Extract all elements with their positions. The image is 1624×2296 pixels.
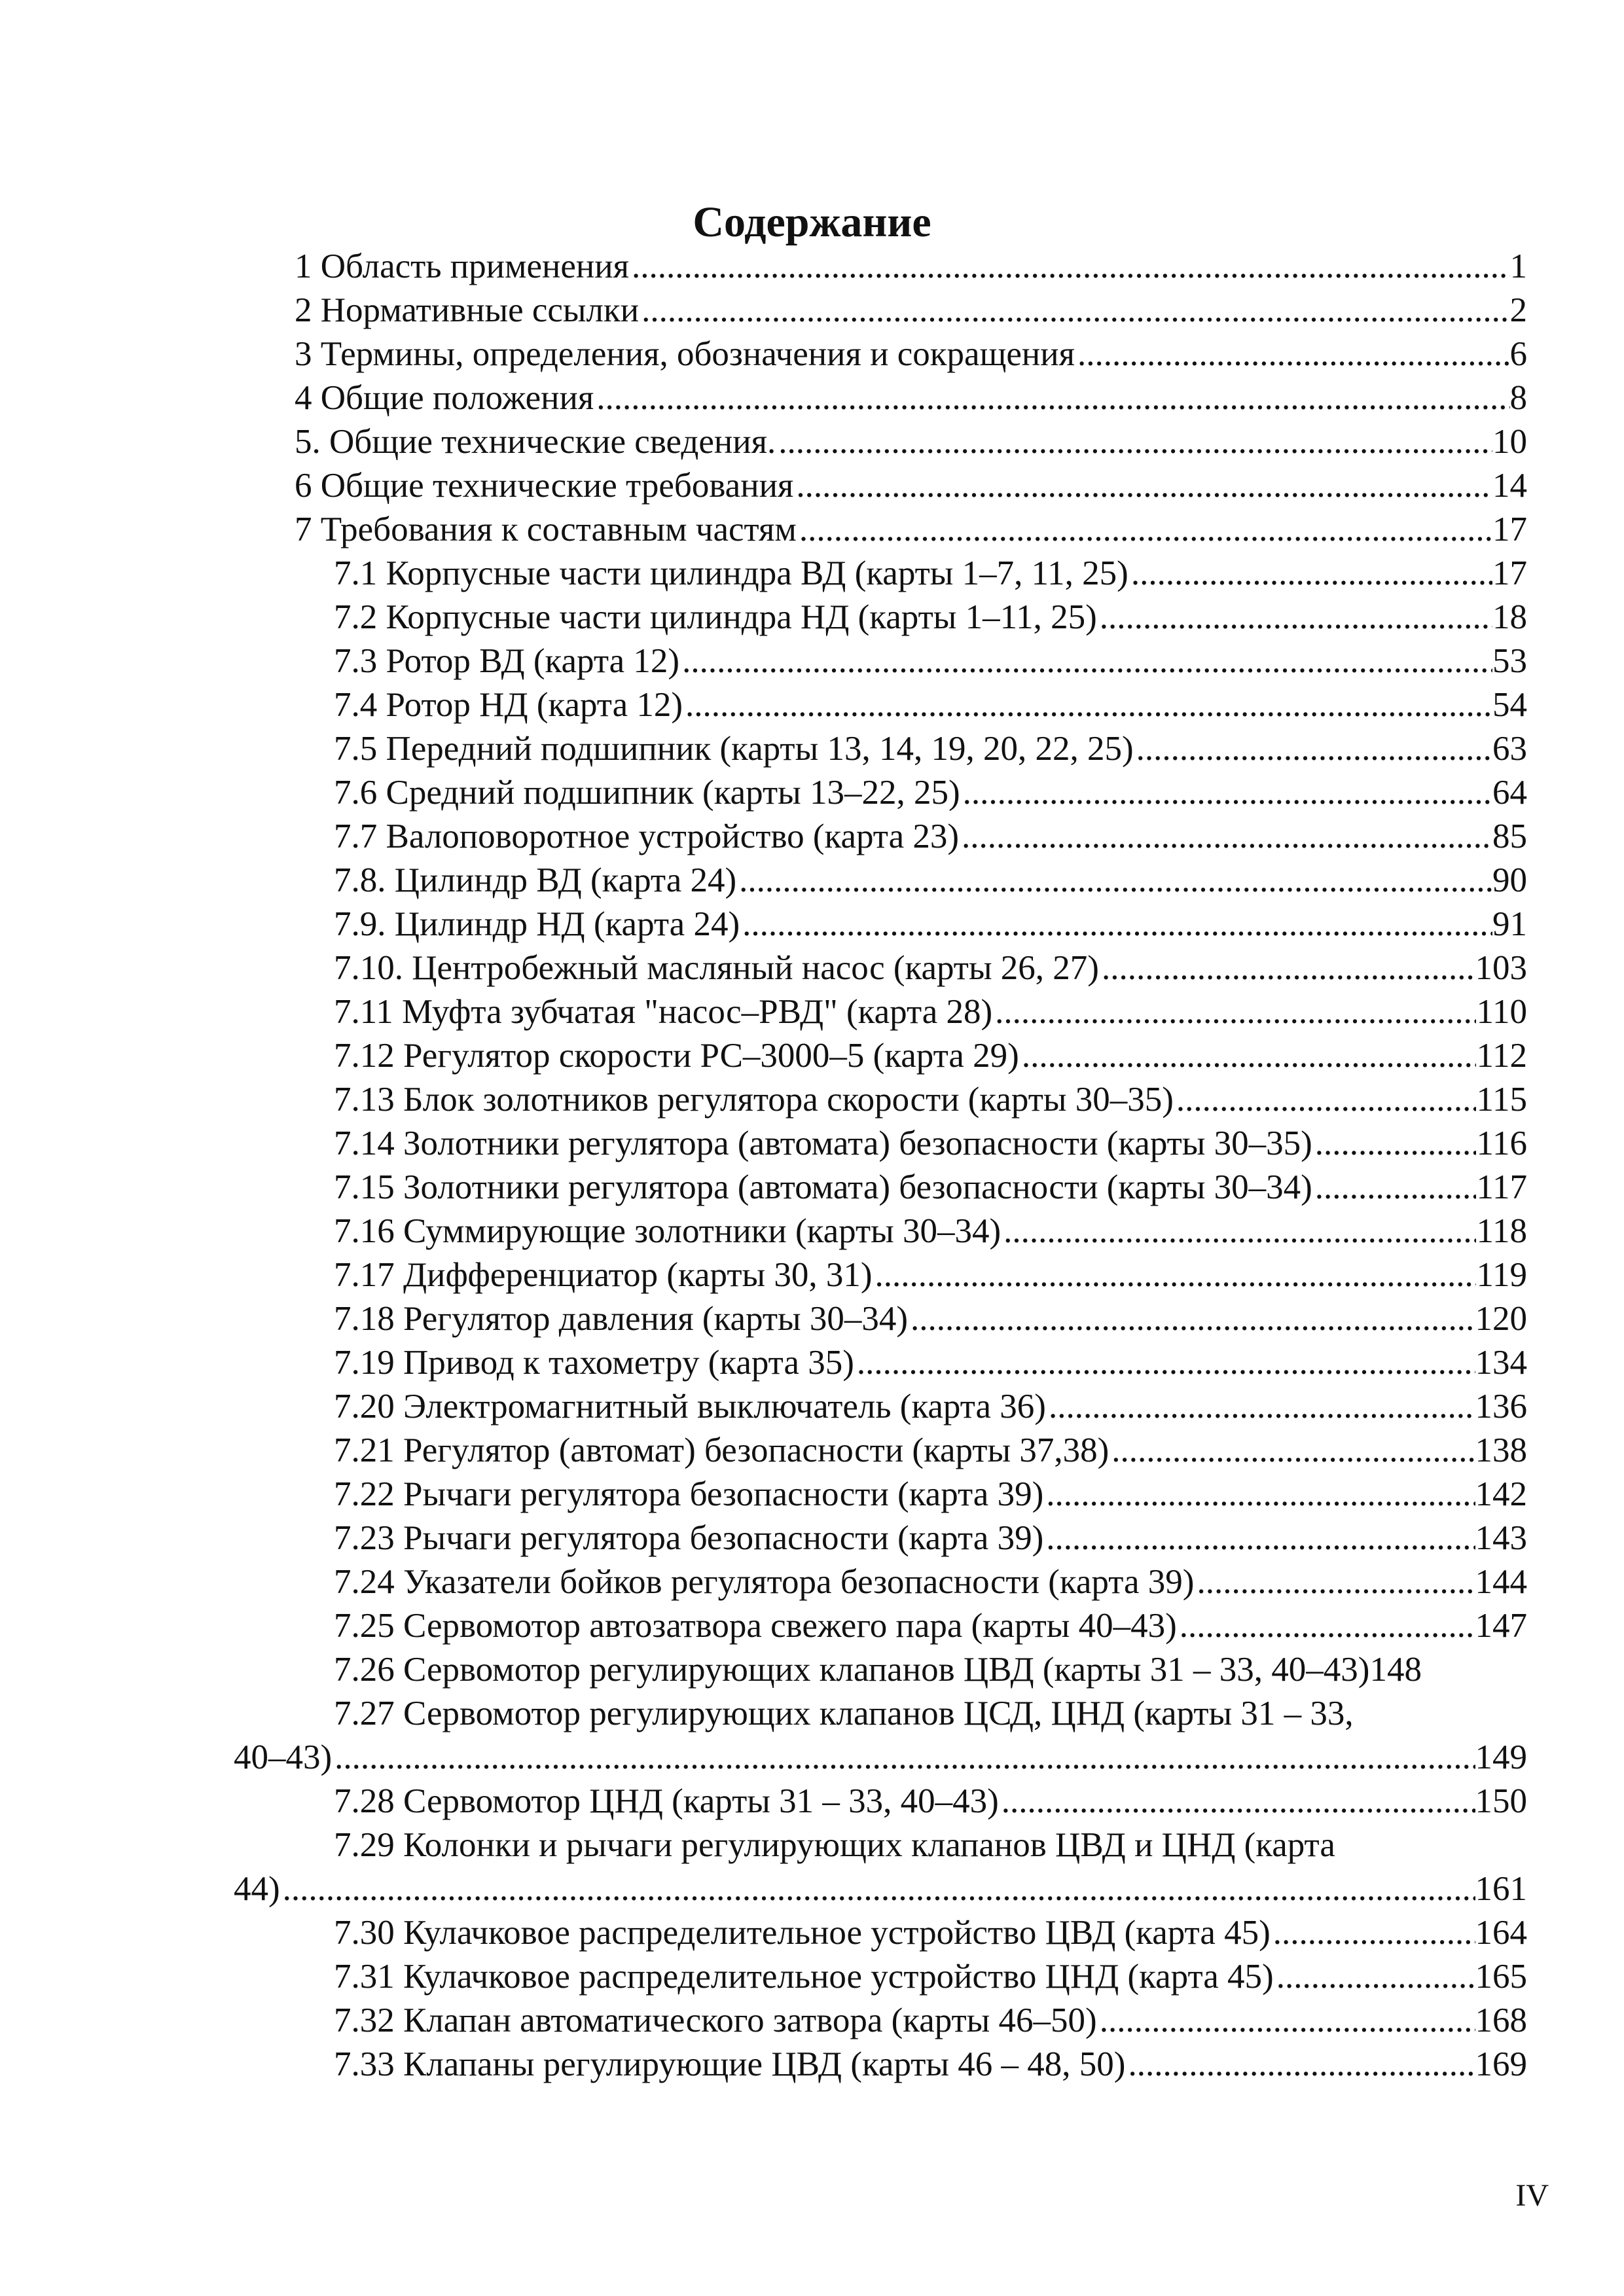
toc-entry[interactable] [334,1473,1527,1516]
dot-leader [1134,727,1492,771]
toc-entry-title: 7.33 Клапаны регулирующие ЦВД (карты 46 – 48, 50) [334,2045,1126,2083]
toc-entry-title: 7.19 Привод к тахометру (карта 35) [334,1344,854,1382]
toc-entry-title: 7.29 Колонки и рычаги регулирующих клапанов ЦВД и ЦНД (карта [334,1826,1335,1864]
toc-entry-title: 3 Термины, определения, обозначения и сокращения [295,335,1075,373]
toc-entry[interactable] [334,990,1527,1034]
toc-entry-page: 169 [1475,2045,1527,2083]
toc-entry[interactable] [334,1297,1527,1341]
dot-leader [872,1253,1476,1297]
dot-leader [594,376,1509,420]
toc-entry-page: 150 [1475,1782,1527,1820]
toc-entry-title: 7.23 Рычаги регулятора безопасности (карта 39) [334,1519,1044,1557]
toc-entry-page: 63 [1492,730,1527,768]
dot-leader [1019,1034,1477,1078]
toc-entry-page: 91 [1492,905,1527,943]
dot-leader [332,1736,1475,1780]
dot-leader [1046,1385,1475,1429]
dot-leader [1043,1516,1475,1560]
toc-entry-page: 90 [1492,861,1527,899]
toc-entry[interactable] [334,2043,1527,2087]
dot-leader [736,859,1492,903]
toc-entry-title: 7.14 Золотники регулятора (автомата) безопасности (карты 30–35) [334,1124,1312,1162]
toc-entry-title: 7.28 Сервомотор ЦНД (карты 31 – 33, 40–43) [334,1782,999,1820]
dot-leader [1125,2043,1475,2087]
toc-entry-title-continuation: 44) [234,1870,280,1908]
toc-entry-page: 116 [1476,1124,1527,1162]
dot-leader [793,464,1492,508]
dot-leader [1174,1078,1477,1122]
toc-entry-title: 7.10. Центробежный масляный насос (карты 26, 27) [334,949,1099,987]
toc-entry-title-continuation: 40–43) [234,1738,333,1776]
toc-entry-page: 142 [1475,1475,1527,1513]
toc-entry-title: 7.9. Цилиндр НД (карта 24) [334,905,740,943]
dot-leader [959,815,1492,859]
toc-entry[interactable] [334,1341,1527,1385]
toc-entry[interactable] [334,859,1527,903]
toc-entry-page: 161 [1475,1870,1527,1908]
toc-entry[interactable] [334,1692,1354,1736]
toc-entry[interactable] [334,1911,1527,1955]
toc-entry[interactable] [295,508,1527,552]
toc-entry[interactable] [334,946,1527,990]
toc-entry[interactable] [295,245,1527,289]
toc-entry-title: 7.4 Ротор НД (карта 12) [334,686,683,724]
toc-entry-page: 144 [1475,1563,1527,1601]
toc-entry-page: 118 [1476,1212,1527,1250]
dot-leader [960,771,1492,815]
toc-entry[interactable] [334,1560,1527,1604]
toc-entry-page: 103 [1475,949,1527,987]
toc-entry[interactable] [334,1122,1527,1166]
toc-entry-title: 7.25 Сервомотор автозатвора свежего пара (карты 40–43) [334,1607,1177,1645]
toc-entry-page: 85 [1492,817,1527,855]
toc-entry-page: 164 [1475,1914,1527,1952]
toc-entry[interactable] [295,376,1527,420]
toc-entry[interactable] [334,1253,1527,1297]
toc-entry[interactable] [334,1166,1527,1210]
toc-entry[interactable] [295,332,1527,376]
dot-leader [740,903,1492,946]
toc-entry-page: 119 [1476,1256,1527,1294]
dot-leader [1097,596,1492,639]
dot-leader [1271,1911,1475,1955]
dot-leader [639,289,1509,332]
toc-entry[interactable] [334,815,1527,859]
toc-entry-page: 64 [1492,774,1527,812]
toc-entry-title: 7.16 Суммирующие золотники (карты 30–34) [334,1212,1001,1250]
toc-entry[interactable] [334,1780,1527,1823]
toc-entry-page: 110 [1476,993,1527,1031]
dot-leader [1312,1166,1477,1210]
dot-leader [1128,552,1492,596]
toc-entry-title: 7.6 Средний подшипник (карты 13–22, 25) [334,774,960,812]
toc-entry-title: 7.26 Сервомотор регулирующих клапанов ЦВД (карты 31 – 33, 40–43)148 [334,1651,1422,1689]
toc-entry[interactable] [334,1516,1527,1560]
toc-entry-title: 7.20 Электромагнитный выключатель (карта 36) [334,1388,1046,1426]
toc-entry-page: 120 [1475,1300,1527,1338]
toc-entry-page: 168 [1475,2001,1527,2039]
toc-entry[interactable] [334,1999,1527,2043]
toc-entry[interactable] [334,727,1527,771]
toc-entry-title: 7.7 Валоповоротное устройство (карта 23) [334,817,960,855]
toc-entry-title: 7.2 Корпусные части цилиндра НД (карты 1–11, 25) [334,598,1097,636]
dot-leader [1075,332,1509,376]
toc-entry-title: 7.27 Сервомотор регулирующих клапанов ЦСД, ЦНД (карты 31 – 33, [334,1695,1354,1732]
dot-leader [1312,1122,1477,1166]
toc-entry[interactable] [334,596,1527,639]
page-title: Содержание [693,198,931,246]
toc-entry-continuation[interactable] [234,1867,1527,1911]
dot-leader [908,1297,1475,1341]
toc-entry-page: 8 [1509,379,1527,417]
toc-entry-title: 7.31 Кулачковое распределительное устройство ЦНД (карта 45) [334,1958,1274,1996]
toc-entry-title: 7.13 Блок золотников регулятора скорости (карты 30–35) [334,1081,1174,1119]
toc-entry[interactable] [295,420,1527,464]
toc-entry-title: 7.12 Регулятор скорости РС–3000–5 (карта 29) [334,1037,1019,1075]
toc-entry-page: 17 [1492,554,1527,592]
toc-entry-page: 136 [1475,1388,1527,1426]
page-number: IV [1515,2178,1549,2213]
toc-entry[interactable] [334,1210,1527,1253]
dot-leader [629,245,1509,289]
dot-leader [683,683,1492,727]
toc-entry[interactable] [334,1429,1527,1473]
toc-entry-page: 18 [1492,598,1527,636]
toc-entry[interactable] [334,639,1527,683]
toc-entry-page: 134 [1475,1344,1527,1382]
toc-entry-page: 165 [1475,1958,1527,1996]
toc-entry[interactable] [295,464,1527,508]
toc-entry-page: 143 [1475,1519,1527,1557]
toc-entry[interactable] [334,903,1527,946]
toc-entry-page: 53 [1492,642,1527,680]
toc-entry-page: 112 [1476,1037,1527,1075]
dot-leader [280,1867,1475,1911]
dot-leader [797,508,1492,552]
toc-entry-title: 2 Нормативные ссылки [295,291,640,329]
toc-entry-title: 7.3 Ротор ВД (карта 12) [334,642,680,680]
toc-entry-title: 7.18 Регулятор давления (карты 30–34) [334,1300,908,1338]
dot-leader [679,639,1492,683]
toc-entry-title: 7.17 Дифференциатор (карты 30, 31) [334,1256,873,1294]
toc-entry[interactable] [334,552,1527,596]
dot-leader [1097,1999,1475,2043]
toc-entry-page: 115 [1476,1081,1527,1119]
toc-entry-page: 147 [1475,1607,1527,1645]
dot-leader [992,990,1476,1034]
toc-entry-page: 2 [1509,291,1527,329]
dot-leader [1099,946,1475,990]
toc-entry[interactable] [334,683,1527,727]
toc-entry-continuation[interactable] [234,1736,1527,1780]
toc-entry[interactable] [295,289,1527,332]
toc-entry-title: 7.22 Рычаги регулятора безопасности (карта 39) [334,1475,1044,1513]
toc-entry[interactable] [334,1078,1527,1122]
toc-entry[interactable] [334,1955,1527,1999]
toc-entry-title: 7.30 Кулачковое распределительное устройство ЦВД (карта 45) [334,1914,1271,1952]
toc-entry-title: 7.5 Передний подшипник (карты 13, 14, 19, 20, 22, 25) [334,730,1134,768]
toc-entry[interactable] [334,771,1527,815]
toc-entry-title: 5. Общие технические сведения. [295,423,776,461]
toc-entry[interactable] [334,1034,1527,1078]
toc-entry-page: 14 [1492,467,1527,505]
toc-entry[interactable] [334,1604,1527,1648]
toc-entry-title: 7.32 Клапан автоматического затвора (карты 46–50) [334,2001,1097,2039]
toc-entry-page: 138 [1475,1431,1527,1469]
toc-entry-page: 6 [1509,335,1527,373]
toc-entry-title: 7.11 Муфта зубчатая "насос–РВД" (карта 28) [334,993,993,1031]
toc-entry-title: 4 Общие положения [295,379,594,417]
toc-entry-title: 7 Требования к составным частям [295,511,797,548]
toc-entry-title: 7.24 Указатели бойков регулятора безопасности (карта 39) [334,1563,1195,1601]
toc-entry-title: 1 Область применения [295,247,630,285]
dot-leader [1001,1210,1476,1253]
dot-leader [1194,1560,1475,1604]
dot-leader [776,420,1492,464]
toc-entry-title: 7.15 Золотники регулятора (автомата) безопасности (карты 30–34) [334,1168,1312,1206]
dot-leader [1109,1429,1475,1473]
dot-leader [1177,1604,1475,1648]
dot-leader [854,1341,1475,1385]
toc-entry-page: 17 [1492,511,1527,548]
dot-leader [1274,1955,1475,1999]
toc-entry-page: 117 [1476,1168,1527,1206]
toc-entry-title: 7.1 Корпусные части цилиндра ВД (карты 1–7, 11, 25) [334,554,1128,592]
toc-entry[interactable] [334,1823,1335,1867]
toc-entry-title: 6 Общие технические требования [295,467,794,505]
dot-leader [1043,1473,1475,1516]
toc-entry-page: 1 [1509,247,1527,285]
toc-entry-page: 10 [1492,423,1527,461]
toc-entry-page: 149 [1475,1738,1527,1776]
toc-entry-title: 7.21 Регулятор (автомат) безопасности (карты 37,38) [334,1431,1110,1469]
dot-leader [999,1780,1475,1823]
toc-entry[interactable] [334,1385,1527,1429]
toc-entry-title: 7.8. Цилиндр ВД (карта 24) [334,861,737,899]
toc-entry[interactable] [334,1648,1527,1692]
toc-entry-page: 54 [1492,686,1527,724]
